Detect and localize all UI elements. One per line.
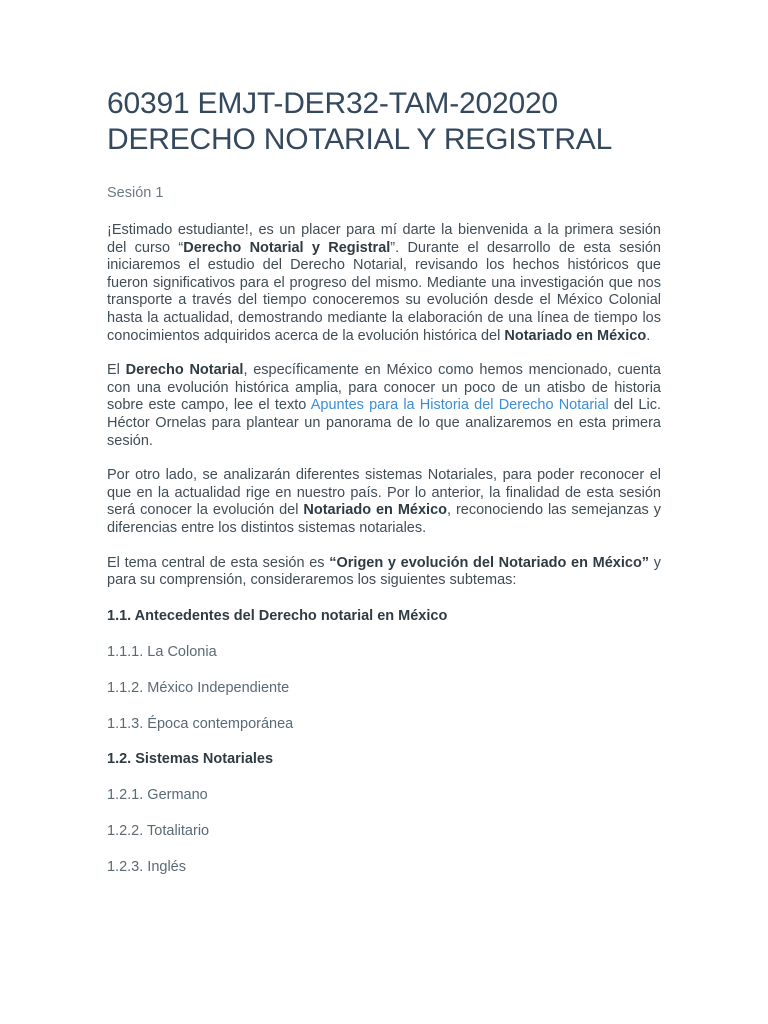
p2-text-3: del Lic. Héctor Ornelas para plantear un panorama de lo que analizaremos en esta primera sesión. xyxy=(107,397,661,449)
p4-text-1: El tema central de esta sesión es xyxy=(107,554,330,571)
subtopic-item: 1.2.2. Totalitario xyxy=(107,822,210,839)
notariado-bold: Notariado en México xyxy=(504,327,647,344)
tema-central-bold: “Origen y evolución del Notariado en México” xyxy=(329,554,650,571)
intro-text-3: . xyxy=(646,327,651,344)
apuntes-link[interactable]: Apuntes para la Historia del Derecho Notarial xyxy=(310,397,609,414)
session-label: Sesión 1 xyxy=(107,185,164,201)
p3-text-1: Por otro lado, se analizarán diferentes sistemas Notariales, para poder reconocer el que en la actualidad rige en nuestro país. Por lo anterior, la finalidad de esta sesión será conocer la evolución del xyxy=(107,467,661,519)
tema-central-paragraph xyxy=(107,555,661,590)
notariado-mexico-bold: Notariado en México xyxy=(303,502,447,519)
subtopic-item: 1.2.3. Inglés xyxy=(107,858,186,875)
subtopic-item: 1.1.2. México Independiente xyxy=(107,679,290,696)
subtopic-item: 1.1.3. Época contemporánea xyxy=(107,715,294,732)
p2-text-2: , específicamente en México como hemos mencionado, cuenta con una evolución histórica amplia, para conocer un poco de un atisbo de historia sobre este campo, lee el texto xyxy=(107,362,661,414)
section-heading-antecedentes: 1.1. Antecedentes del Derecho notarial en México xyxy=(107,607,448,624)
sistemas-paragraph xyxy=(107,467,661,537)
subtopic-item: 1.1.1. La Colonia xyxy=(107,643,217,660)
p3-text-2: , reconociendo las semejanzas y diferencias entre los distintos sistemas notariales. xyxy=(107,502,661,536)
p4-text-2: y para su comprensión, consideraremos los siguientes subtemas: xyxy=(107,554,662,589)
p2-text-1: El xyxy=(107,362,126,379)
intro-paragraph xyxy=(107,222,661,345)
title-line-2: DERECHO NOTARIAL Y REGISTRAL xyxy=(107,123,613,156)
title-line-1: 60391 EMJT-DER32-TAM-202020 xyxy=(107,87,558,120)
page-title xyxy=(107,86,661,158)
derecho-notarial-paragraph xyxy=(107,362,661,450)
subtopic-item: 1.2.1. Germano xyxy=(107,786,208,803)
intro-text-2: ”. Durante el desarrollo de esta sesión iniciaremos el estudio del Derecho Notarial, revisando los hechos históricos que fueron significativos para el progreso del mismo. Mediante una investigación que nos transporte a través del tiempo conoceremos su evolución desde el México Colonial hasta la actualidad, demostrando mediante la elaboración de una línea de tiempo los conocimientos adquiridos acerca de la evolución histórica del xyxy=(107,239,661,344)
section-heading-sistemas: 1.2. Sistemas Notariales xyxy=(107,750,274,767)
course-name-bold: Derecho Notarial y Registral xyxy=(183,239,391,256)
derecho-notarial-bold: Derecho Notarial xyxy=(125,362,244,379)
intro-text-1: ¡Estimado estudiante!, es un placer para mí darte la bienvenida a la primera sesión del curso “ xyxy=(107,222,661,256)
